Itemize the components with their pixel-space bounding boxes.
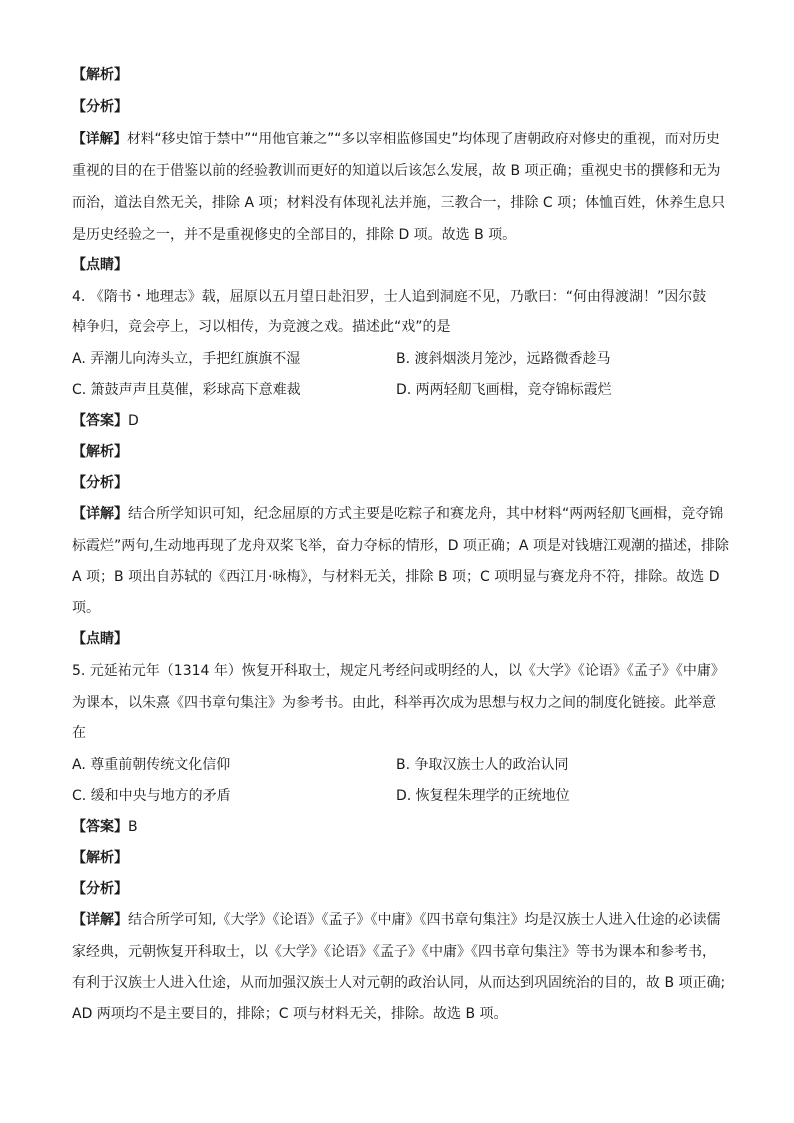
q3-detail-line-3: 而治，道法自然无关，排除 A 项；材料没有体现礼法并施，三教合一，排除 C 项；体恤百姓，休养生息只 (72, 195, 726, 211)
q4-detail-line-4: 项。 (72, 600, 100, 616)
q4-answer-value: D (128, 413, 139, 429)
q3-detail-line-2: 重视的目的在于借鉴以前的经验教训而更好的知道以后该怎么发展，故 B 项正确；重视史书的撰修和无为 (72, 163, 721, 179)
q4-answer-label: 【答案】 (72, 413, 128, 429)
q5-detail-line-3: 有利于汉族士人进入仕途，从而加强汉族士人对元朝的政治认同，从而达到巩固统治的目的，故 B 项正确; (72, 975, 726, 991)
q3-detail-label: 【详解】 (72, 131, 128, 147)
q3-remark-heading: 【点睛】 (72, 257, 128, 273)
q4-detail-line-3: A 项；B 项出自苏轼的《西江月·咏梅》，与材料无关，排除 B 项；C 项明显与赛龙舟不符，排除。故选 D (72, 569, 720, 585)
q3-detail-line-4: 是历史经验之一，并不是重视修史的全部目的，排除 D 项。故选 B 项。 (72, 227, 517, 243)
q5-stem-line-3: 在 (72, 725, 86, 741)
q5-option-c: C. 缓和中央与地方的矛盾 (72, 788, 231, 804)
q5-stem-line-1: 5. 元延祐元年（1314 年）恢复开科取士，规定凡考经问或明经的人，以《大学》《论语》《孟子》《中庸》 (72, 663, 725, 679)
q5-detail-line-2: 家经典，元朝恢复开科取士，以《大学》《论语》《孟子》《中庸》《四书章句集注》等书为课本和参考书， (72, 944, 716, 960)
q5-detail-label: 【详解】 (72, 912, 128, 928)
q5-answer (72, 818, 138, 836)
q4-stem-line-1: 4. 《隋书・地理志》载，屈原以五月望日赴汨罗，士人追到洞庭不见，乃歌曰：“何由得渡湖！”因尔鼓 (72, 289, 707, 305)
q3-analysis-heading: 【解析】 (72, 67, 128, 83)
q5-answer-label: 【答案】 (72, 819, 128, 835)
q4-detail-line-2: 标霞烂”两句,生动地再现了龙舟双桨飞举，奋力夺标的情形，D 项正确；A 项是对钱塘江观潮的描述，排除 (72, 538, 729, 554)
q4-option-a: A. 弄潮儿向涛头立，手把红旗旗不湿 (72, 351, 301, 367)
q4-option-c: C. 箫鼓声声且莫催，彩球高下意难裁 (72, 382, 301, 398)
q5-option-b: B. 争取汉族士人的政治认同 (396, 757, 569, 773)
q5-breakdown-heading: 【分析】 (72, 881, 128, 897)
q3-detail-line-1: 【详解】材料“移史馆于禁中”“用他官兼之”“多以宰相监修国史”均体现了唐朝政府对修史的重视，而对历史 (72, 131, 720, 147)
q5-option-d: D. 恢复程朱理学的正统地位 (396, 788, 570, 804)
q5-detail-line-4: AD 两项均不是主要目的，排除；C 项与材料无关，排除。故选 B 项。 (72, 1006, 508, 1022)
q3-breakdown-heading: 【分析】 (72, 99, 128, 115)
q4-option-b: B. 渡斜烟淡月笼沙，远路微香趁马 (396, 351, 611, 367)
q4-detail-label: 【详解】 (72, 506, 128, 522)
q5-answer-value: B (128, 819, 138, 835)
q4-answer (72, 412, 139, 430)
q4-analysis-heading: 【解析】 (72, 444, 128, 460)
q5-analysis-heading: 【解析】 (72, 850, 128, 866)
q4-stem-line-2: 棹争归，竞会亭上，习以相传，为竞渡之戏。描述此“戏”的是 (72, 319, 451, 335)
q5-stem-line-2: 为课本，以朱熹《四书章句集注》为参考书。由此，科举再次成为思想与权力之间的制度化链接。此举意 (72, 695, 716, 711)
q4-option-d: D. 两两轻舠飞画楫，竞夺锦标霞烂 (396, 382, 612, 398)
q4-remark-heading: 【点睛】 (72, 631, 128, 647)
q5-detail-line-1: 【详解】结合所学可知,《大学》《论语》《孟子》《中庸》《四书章句集注》均是汉族士人进入仕途的必读儒 (72, 912, 721, 928)
q4-breakdown-heading: 【分析】 (72, 475, 128, 491)
q4-detail-line-1: 【详解】结合所学知识可知，纪念屈原的方式主要是吃粽子和赛龙舟，其中材料“两两轻舠飞画楫，竞夺锦 (72, 506, 724, 522)
q5-option-a: A. 尊重前朝传统文化信仰 (72, 757, 231, 773)
